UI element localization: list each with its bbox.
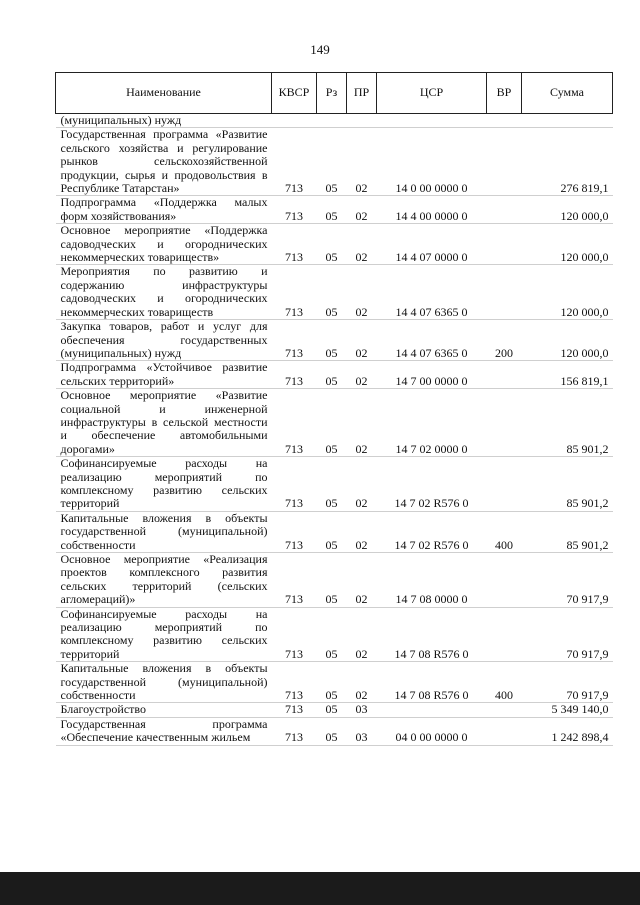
- row-name: Капитальные вложения в объекты государственной (муниципальной) собственности: [60, 510, 268, 552]
- row-rz: 05: [325, 373, 338, 388]
- row-name: Капитальные вложения в объекты государственной (муниципальной) собственности: [60, 661, 268, 703]
- budget-table: [55, 72, 613, 746]
- row-kvsr: 713: [285, 345, 303, 360]
- row-vr: [487, 457, 522, 512]
- row-kvsr: 713: [285, 730, 303, 745]
- row-pr: 02: [355, 688, 368, 703]
- table-row: [56, 607, 613, 662]
- row-rz: [317, 114, 347, 128]
- row-sum: 5 349 140,0: [551, 702, 609, 717]
- row-pr: 02: [355, 373, 368, 388]
- row-rz: 05: [325, 250, 338, 265]
- row-csr: 14 4 07 6365 0: [395, 304, 468, 319]
- row-csr: 14 7 02 0000 0: [395, 441, 468, 456]
- row-kvsr: 713: [285, 688, 303, 703]
- row-kvsr: 713: [285, 208, 303, 223]
- row-name: Софинансируемые расходы на реализацию мероприятий по комплексному развитию сельских территорий: [60, 456, 268, 511]
- row-name: Подпрограмма «Поддержка малых форм хозяйствования»: [60, 195, 268, 223]
- row-rz: 05: [325, 688, 338, 703]
- row-kvsr: 713: [285, 702, 303, 717]
- table-row: [56, 128, 613, 196]
- table-row: [56, 457, 613, 512]
- row-sum: 85 901,2: [566, 537, 609, 552]
- row-rz: 05: [325, 537, 338, 552]
- row-vr: [487, 389, 522, 457]
- row-pr: 02: [355, 208, 368, 223]
- header-vr: ВР: [487, 73, 522, 114]
- row-sum: 276 819,1: [560, 181, 609, 196]
- scan-bottom-band: [0, 872, 640, 905]
- row-pr: 02: [355, 304, 368, 319]
- row-sum: 120 000,0: [560, 250, 609, 265]
- header-name: Наименование: [56, 73, 272, 114]
- table-row: [56, 703, 613, 717]
- row-sum: 1 242 898,4: [551, 730, 609, 745]
- row-csr: 14 7 02 R576 0: [394, 496, 469, 511]
- row-name: Закупка товаров, работ и услуг для обеспечения государственных (муниципальных) нужд: [60, 319, 268, 360]
- row-csr: [377, 703, 487, 717]
- row-pr: [347, 114, 377, 128]
- row-rz: 05: [325, 730, 338, 745]
- table-row: [56, 320, 613, 361]
- table-row: [56, 114, 613, 128]
- row-sum: 70 917,9: [566, 646, 609, 661]
- row-vr: [487, 361, 522, 389]
- row-kvsr: [272, 114, 317, 128]
- row-kvsr: 713: [285, 181, 303, 196]
- row-rz: 05: [325, 441, 338, 456]
- row-sum: 85 901,2: [566, 441, 609, 456]
- row-pr: 02: [355, 250, 368, 265]
- table-row: [56, 196, 613, 224]
- table-row: [56, 717, 613, 745]
- row-csr: [377, 114, 487, 128]
- row-kvsr: 713: [285, 250, 303, 265]
- row-rz: 05: [325, 345, 338, 360]
- row-kvsr: 713: [285, 646, 303, 661]
- row-vr: [487, 114, 522, 128]
- table-header-row: [56, 73, 613, 114]
- row-kvsr: 713: [285, 304, 303, 319]
- row-csr: 14 4 00 0000 0: [395, 208, 468, 223]
- row-rz: 05: [325, 646, 338, 661]
- row-vr: [487, 703, 522, 717]
- row-csr: 14 0 00 0000 0: [395, 181, 468, 196]
- row-rz: 05: [325, 592, 338, 607]
- row-csr: 04 0 00 0000 0: [395, 730, 468, 745]
- row-sum: 70 917,9: [566, 592, 609, 607]
- table-row: [56, 389, 613, 457]
- row-pr: 03: [355, 702, 368, 717]
- row-name: Благоустройство: [60, 702, 147, 717]
- row-vr: 400: [495, 537, 513, 552]
- row-vr: [487, 265, 522, 320]
- row-rz: 05: [325, 496, 338, 511]
- row-sum: 156 819,1: [560, 373, 609, 388]
- row-name: Основное мероприятие «Развитие социальной и инженерной инфраструктуры в сельской местности и обеспечение автомобильными дорогами»: [60, 388, 268, 456]
- table-row: [56, 553, 613, 608]
- row-sum: 120 000,0: [560, 208, 609, 223]
- header-kvsr: КВСР: [272, 73, 317, 114]
- table-row: [56, 511, 613, 552]
- row-kvsr: 713: [285, 441, 303, 456]
- row-vr: 200: [495, 345, 513, 360]
- row-csr: 14 7 08 R576 0: [394, 688, 469, 703]
- table-row: [56, 265, 613, 320]
- row-vr: [487, 553, 522, 608]
- row-rz: 05: [325, 702, 338, 717]
- header-rz: Рз: [317, 73, 347, 114]
- row-pr: 02: [355, 181, 368, 196]
- row-pr: 02: [355, 592, 368, 607]
- row-rz: 05: [325, 208, 338, 223]
- table-row: [56, 361, 613, 389]
- row-vr: [487, 128, 522, 196]
- row-rz: 05: [325, 304, 338, 319]
- row-csr: 14 4 07 0000 0: [395, 250, 468, 265]
- row-csr: 14 7 02 R576 0: [394, 537, 469, 552]
- row-pr: 02: [355, 646, 368, 661]
- row-name: Основное мероприятие «Реализация проектов комплексного развития сельских территорий (сельских агломераций)»: [60, 552, 268, 607]
- header-sum: Сумма: [522, 73, 613, 114]
- row-name: Основное мероприятие «Поддержка садоводческих и огороднических некоммерческих товариществ»: [60, 223, 268, 265]
- row-sum: 70 917,9: [566, 688, 609, 703]
- row-sum: 85 901,2: [566, 496, 609, 511]
- row-name: (муниципальных) нужд: [60, 113, 182, 127]
- header-csr: ЦСР: [377, 73, 487, 114]
- header-pr: ПР: [347, 73, 377, 114]
- row-csr: 14 7 08 R576 0: [394, 646, 469, 661]
- row-name: Мероприятия по развитию и содержанию инфраструктуры садоводческих и огороднических некоммерческих товариществ: [60, 264, 268, 319]
- row-vr: [487, 196, 522, 224]
- row-pr: 02: [355, 345, 368, 360]
- row-pr: 02: [355, 496, 368, 511]
- table-row: [56, 662, 613, 703]
- row-name: Государственная программа «Обеспечение качественным жильем: [60, 716, 268, 745]
- row-pr: 02: [355, 537, 368, 552]
- row-kvsr: 713: [285, 496, 303, 511]
- row-rz: 05: [325, 181, 338, 196]
- row-sum: [522, 114, 613, 128]
- row-name: Софинансируемые расходы на реализацию мероприятий по комплексному развитию сельских территорий: [60, 606, 268, 661]
- row-csr: 14 7 08 0000 0: [395, 592, 468, 607]
- row-vr: [487, 717, 522, 745]
- row-vr: [487, 224, 522, 265]
- row-sum: 120 000,0: [560, 304, 609, 319]
- row-name: Подпрограмма «Устойчивое развитие сельских территорий»: [60, 360, 268, 388]
- table-row: [56, 224, 613, 265]
- row-vr: [487, 607, 522, 662]
- row-vr: 400: [495, 688, 513, 703]
- row-kvsr: 713: [285, 373, 303, 388]
- row-kvsr: 713: [285, 537, 303, 552]
- row-name: Государственная программа «Развитие сельского хозяйства и регулирование рынков сельскохозяйственной продукции, сырья и продовольствия в Республике Татарстан»: [60, 127, 268, 196]
- row-kvsr: 713: [285, 592, 303, 607]
- row-pr: 03: [355, 730, 368, 745]
- row-sum: 120 000,0: [560, 345, 609, 360]
- row-csr: 14 7 00 0000 0: [395, 373, 468, 388]
- page-number: 149: [310, 42, 330, 57]
- row-pr: 02: [355, 441, 368, 456]
- row-csr: 14 4 07 6365 0: [395, 345, 468, 360]
